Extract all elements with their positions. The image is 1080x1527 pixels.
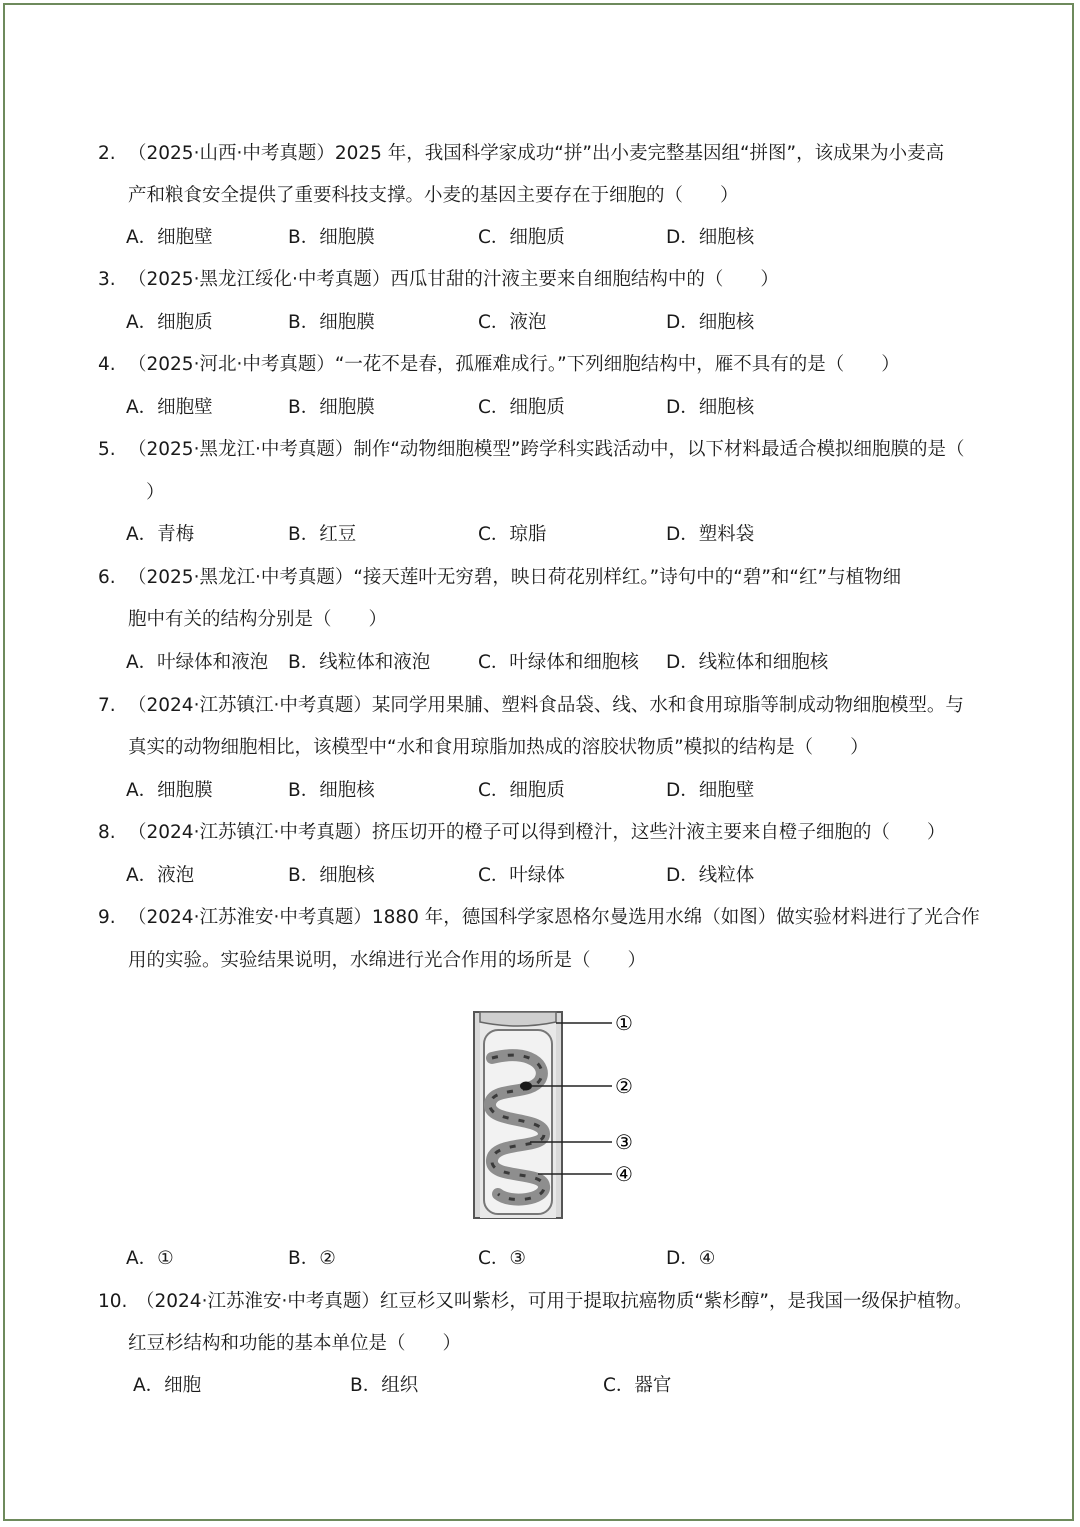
question-number: 9. [98, 907, 116, 928]
option-b: B．② [288, 1248, 336, 1269]
question-text: （2025·河北·中考真题）“一花不是春，孤雁难成行。”下列细胞结构中，雁不具有的是（ ） [128, 354, 900, 375]
option-c: C．细胞质 [478, 397, 565, 418]
option-d: D．细胞壁 [666, 780, 755, 801]
option-b: B．红豆 [288, 524, 357, 545]
option-c: C．叶绿体 [478, 865, 565, 886]
question-number: 7. [98, 695, 116, 716]
question-text: （2025·黑龙江绥化·中考真题）西瓜甘甜的汁液主要来自细胞结构中的（ ） [128, 269, 779, 290]
option-b: B．细胞核 [288, 780, 375, 801]
question-text: （2025·黑龙江·中考真题）“接天莲叶无穷碧，映日荷花别样红。”诗句中的“碧”和“红”与植物细 [128, 567, 902, 588]
option-b: B．线粒体和液泡 [288, 652, 431, 673]
option-a: A．细胞膜 [126, 780, 213, 801]
option-d: D．线粒体 [666, 865, 755, 886]
question-number: 3. [98, 269, 116, 290]
option-a: A．叶绿体和液泡 [126, 652, 269, 673]
option-d: D．细胞核 [666, 312, 755, 333]
question-number: 8. [98, 822, 116, 843]
question-number: 5. [98, 439, 116, 460]
question-number: 6. [98, 567, 116, 588]
option-a: A．青梅 [126, 524, 195, 545]
question-text: （2025·黑龙江·中考真题）制作“动物细胞模型”跨学科实践活动中，以下材料最适合模拟细胞膜的是（ [128, 439, 965, 460]
question-text: 红豆杉结构和功能的基本单位是（ ） [128, 1333, 462, 1354]
option-b: B．细胞膜 [288, 312, 375, 333]
nucleus [520, 1082, 532, 1091]
question-text: 用的实验。实验结果说明，水绵进行光合作用的场所是（ ） [128, 950, 647, 971]
option-c: C．③ [478, 1248, 527, 1269]
option-d: D．细胞核 [666, 227, 755, 248]
option-d: D．④ [666, 1248, 716, 1269]
question-text: （2024·江苏淮安·中考真题）1880 年，德国科学家恩格尔曼选用水绵（如图）做实验材料进行了光合作 [128, 907, 980, 928]
option-b: B．细胞膜 [288, 397, 375, 418]
question-text: 产和粮食安全提供了重要科技支撑。小麦的基因主要存在于细胞的（ ） [128, 185, 739, 206]
figure-label-4: ④ [615, 1162, 633, 1186]
option-a: A．细胞壁 [126, 227, 213, 248]
question-text: （2024·江苏镇江·中考真题）某同学用果脯、塑料食品袋、线、水和食用琼脂等制成动物细胞模型。与 [128, 695, 964, 716]
question-text: 真实的动物细胞相比，该模型中“水和食用琼脂加热成的溶胶状物质”模拟的结构是（ ） [128, 737, 869, 758]
question-number: 2. [98, 143, 116, 164]
option-a: A．细胞壁 [126, 397, 213, 418]
option-a: A．液泡 [126, 865, 195, 886]
option-b: B．细胞膜 [288, 227, 375, 248]
option-d: D．塑料袋 [666, 524, 755, 545]
question-text: （2025·山西·中考真题）2025 年，我国科学家成功“拼”出小麦完整基因组“拼图”，该成果为小麦高 [128, 143, 945, 164]
figure-label-2: ② [615, 1074, 633, 1098]
question-text: （2024·江苏淮安·中考真题）红豆杉又叫紫杉，可用于提取抗癌物质“紫杉醇”，是我国一级保护植物。 [136, 1291, 973, 1312]
question-text: ） [146, 482, 165, 503]
option-c: C．叶绿体和细胞核 [478, 652, 639, 673]
option-c: C．细胞质 [478, 227, 565, 248]
spirogyra-cell-figure [470, 1008, 650, 1220]
option-d: D．细胞核 [666, 397, 755, 418]
option-c: C．细胞质 [478, 780, 565, 801]
question-number: 10. [98, 1291, 128, 1312]
option-c: C．琼脂 [478, 524, 547, 545]
figure-label-1: ① [615, 1011, 633, 1035]
option-c: C．器官 [603, 1375, 672, 1396]
option-a: A．① [126, 1248, 174, 1269]
option-c: C．液泡 [478, 312, 547, 333]
option-d: D．线粒体和细胞核 [666, 652, 829, 673]
question-text: （2024·江苏镇江·中考真题）挤压切开的橙子可以得到橙汁，这些汁液主要来自橙子细胞的（ ） [128, 822, 946, 843]
option-a: A．细胞 [133, 1375, 202, 1396]
option-b: B．细胞核 [288, 865, 375, 886]
figure-label-3: ③ [615, 1130, 633, 1154]
question-text: 胞中有关的结构分别是（ ） [128, 609, 388, 630]
option-a: A．细胞质 [126, 312, 213, 333]
option-b: B．组织 [350, 1375, 419, 1396]
question-number: 4. [98, 354, 116, 375]
